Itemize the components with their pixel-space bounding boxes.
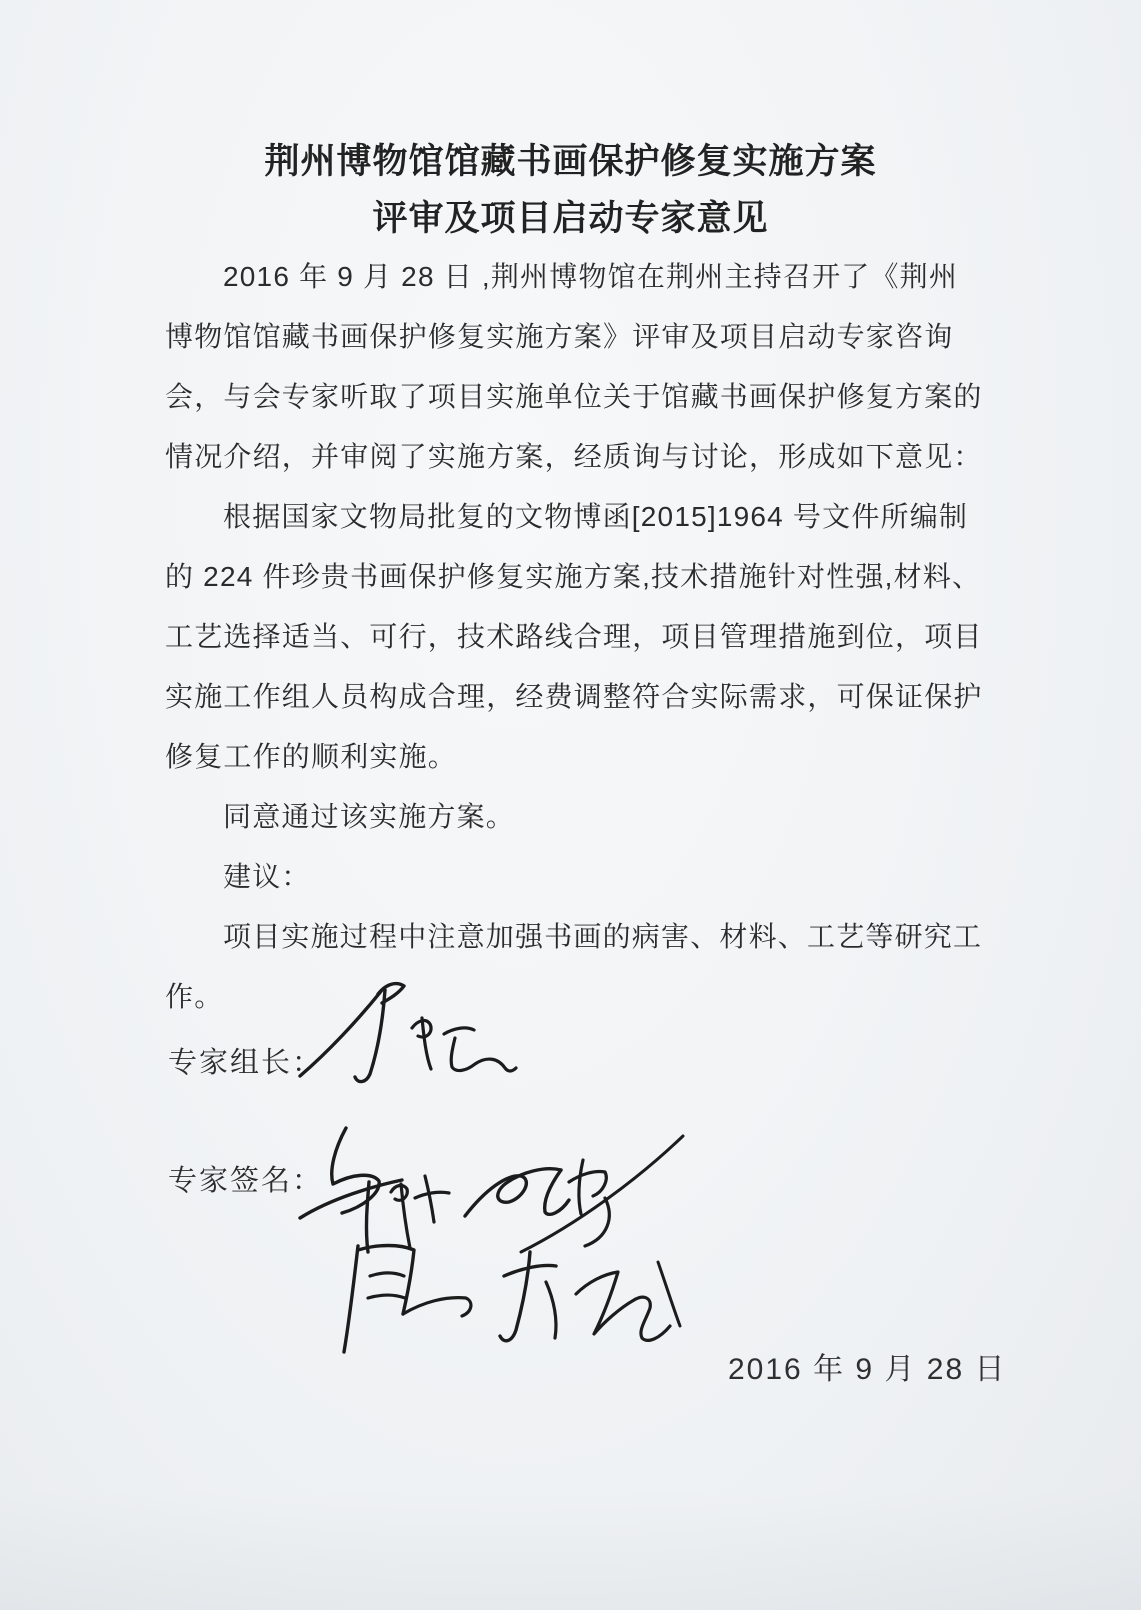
text-line: 会，与会专家听取了项目实施单位关于馆藏书画保护修复方案的 bbox=[165, 381, 983, 412]
expert-signature-3-handwriting bbox=[332, 1236, 490, 1364]
leader-signature-handwriting bbox=[292, 976, 520, 1094]
text-line: 修复工作的顺利实施。 bbox=[165, 741, 458, 772]
document-title-line-2: 评审及项目启动专家意见 bbox=[372, 199, 769, 238]
scan-shadow bbox=[0, 1490, 1141, 1610]
expert-signature-4-handwriting bbox=[492, 1240, 700, 1360]
text-line: 博物馆馆藏书画保护修复实施方案》评审及项目启动专家咨询 bbox=[165, 321, 954, 352]
document-body bbox=[165, 247, 985, 1027]
text-line: 建议： bbox=[223, 861, 311, 892]
text-line: 实施工作组人员构成合理，经费调整符合实际需求，可保证保护 bbox=[165, 681, 983, 712]
text-line: 2016 年 9 月 28 日 ,荆州博物馆在荆州主持召开了《荆州 bbox=[223, 261, 959, 292]
expert-leader-label: 专家组长： bbox=[168, 1047, 324, 1079]
text-line: 同意通过该实施方案。 bbox=[223, 801, 516, 832]
text-line: 根据国家文物局批复的文物博函[2015]1964 号文件所编制 bbox=[223, 501, 969, 532]
text-line: 项目实施过程中注意加强书画的病害、材料、工艺等研究工 bbox=[223, 921, 983, 952]
document-title-line-1: 荆州博物馆馆藏书画保护修复实施方案 bbox=[264, 142, 877, 181]
text-line: 情况介绍，并审阅了实施方案，经质询与讨论，形成如下意见： bbox=[165, 441, 983, 472]
expert-signers-label: 专家签名： bbox=[168, 1165, 324, 1197]
document-date: 2016 年 9 月 28 日 bbox=[728, 1353, 1007, 1386]
text-line: 的 224 件珍贵书画保护修复实施方案,技术措施针对性强,材料、 bbox=[165, 561, 982, 592]
text-line: 工艺选择适当、可行，技术路线合理，项目管理措施到位，项目 bbox=[165, 621, 983, 652]
text-line: 作。 bbox=[165, 981, 224, 1012]
